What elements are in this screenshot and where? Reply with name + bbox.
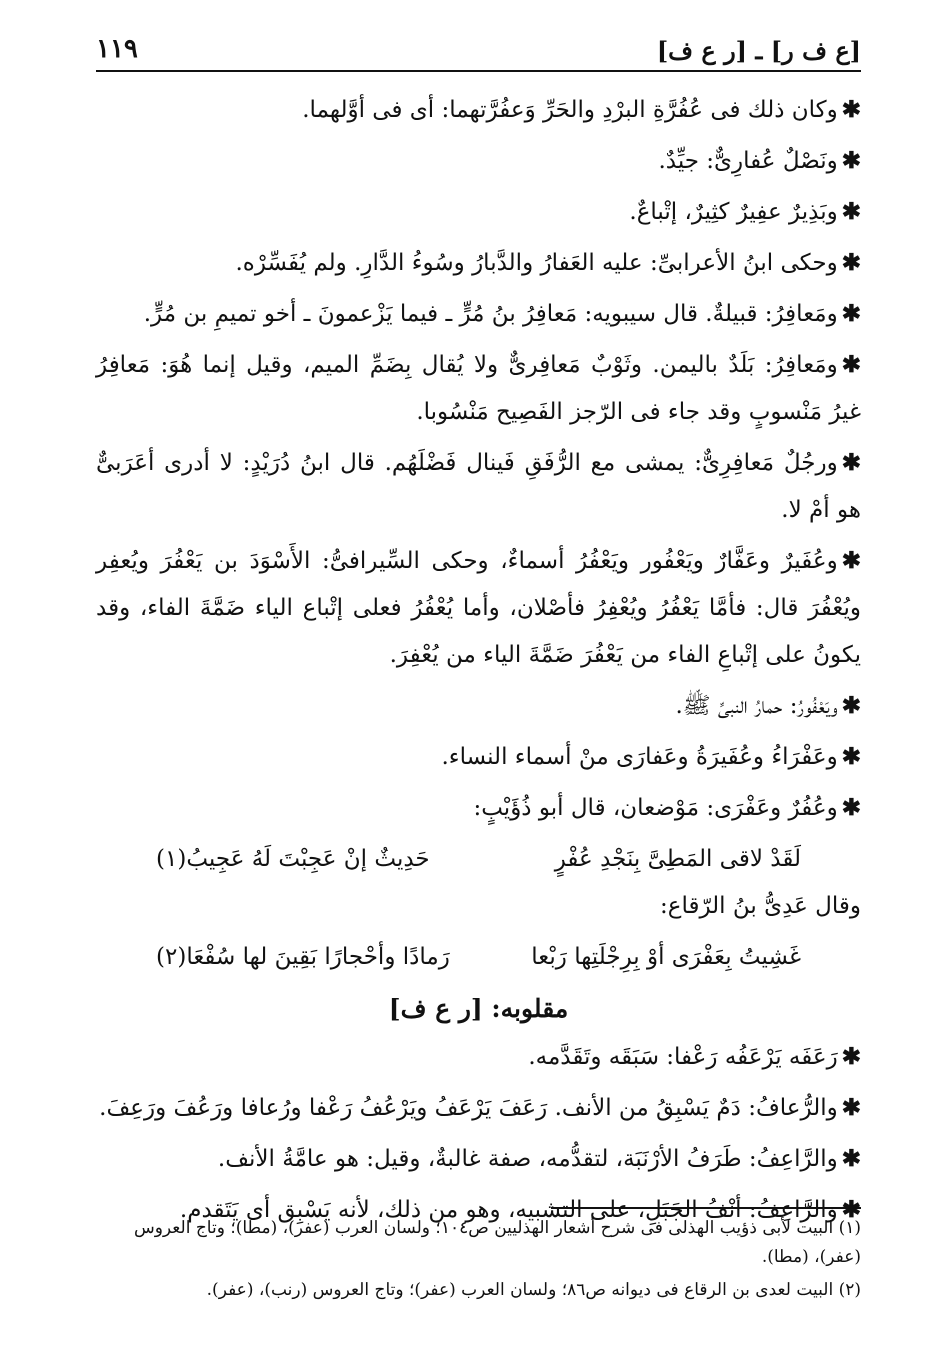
entry-star-icon: ✱ <box>841 249 861 276</box>
entry: ✱والرَّاعِفُ: أنْفُ الجَبَلِ، على التشبيه، وهو من ذلك، لأنه يَسْبِق أى يَتَقدم. <box>179 1196 861 1223</box>
entry: ✱رَعَفَه يَرْعَفُه رَعْفا: سَبَقَه وتَقَدَّمه. <box>528 1043 861 1070</box>
verse-line <box>96 835 861 883</box>
footnote: (١) البيت لأبى ذؤيب الهذلى فى شرح أشعار الهذليين ص١٠٤؛ ولسان العرب (عفر)، (مطا)؛ وتاج العروس (عفر)، (مطا). <box>133 1218 861 1267</box>
entry: ✱ورجُلٌ مَعافِرِىٌّ: يمشى مع الرُّفَقِ فَينال فَضْلَهُم. قال ابنُ دُرَيْدٍ: لا أدرى أعَرَبىٌّ هو أمْ لا. <box>96 449 861 523</box>
entry-star-icon: ✱ <box>841 547 861 574</box>
entry: ✱وحكى ابنُ الأعرابىِّ: عليه العَفارُ والدَّبارُ وسُوءُ الدَّارِ. ولم يُفَسِّرْه. <box>235 249 861 276</box>
running-head: [ع ف ر] ـ [ر ع ف] <box>656 36 861 65</box>
verse-second-hemistich: رَمادًا وأحْجارًا بَقِينَ لها سُفْعَا(٢) <box>156 944 450 970</box>
entry: ✱ومَعافِرُ: بَلَدٌ باليمن. وثَوْبٌ مَعافِرىٌّ ولا يُقال بِضَمِّ الميم، وقيل إنما هُوَ: مَعافِرُ غيرُ مَنْسوبٍ وقد جاء فى الرّجز الفَصِيح مَنْسُوبا. <box>96 351 861 425</box>
verse-first-hemistich: لَقَدْ لاقى المَطِىَّ بِنَجْدِ عُفْرٍ <box>554 846 801 872</box>
entry: ✱والرُّعافُ: دَمٌ يَسْبِقُ من الأنف. رَعَفَ يَرْعَفُ ويَرْعُفُ رَعْفا ورُعافا ورَعُفَ ورَعِفَ. <box>99 1094 861 1121</box>
entry: ✱والرَّاعِفُ: طَرَفُ الأرْنَبَة، لتقدُّمه، صفة غالبةٌ، وقيل: هو عامَّةُ الأنف. <box>217 1145 861 1172</box>
entry: ✱ونَصْلٌ عُفارِىٌّ: جيِّدٌ. <box>658 147 861 174</box>
section-heading: مقلوبه: [ر ع ف] <box>388 994 569 1023</box>
entry: ✱ويَعْفُورُ: حمارُ النبىِّ ﷺ. <box>675 692 861 719</box>
page-header <box>96 30 861 70</box>
entry-star-icon: ✱ <box>841 692 861 719</box>
entry: ✱وبَذِيرٌ عفِيرٌ كثِيرٌ، إتْباعٌ. <box>629 198 861 225</box>
entry: ✱وعُفَيرٌ وعَفَّارٌ ويَعْفُور ويَعْفُرُ أسماءٌ، وحكى السِّيرافىُّ: الأَسْوَدَ بن يَعْفُرَ ويُعفِر ويُعْفُرَ قال: فأمَّا يَعْفُرُ ويُعْفِرُ فأصْلان، وأما يُعْفُرُ فعلى إتْباع الياء ضَمَّةَ الفاء، وقد يكونُ على إتْباعِ الفاء من يَعْفُرَ ضَمَّةَ الياء من يُعْفِرَ. <box>96 547 861 668</box>
entry-star-icon: ✱ <box>841 1043 861 1070</box>
entry-star-icon: ✱ <box>841 300 861 327</box>
entry-star-icon: ✱ <box>841 1145 861 1172</box>
footnote: (٢) البيت لعدى بن الرقاع فى ديوانه ص٨٦؛ ولسان العرب (عفر)؛ وتاج العروس (رنب)، (عفر). <box>206 1280 861 1300</box>
entry-star-icon: ✱ <box>841 794 861 821</box>
main-text <box>96 86 861 1237</box>
entry-star-icon: ✱ <box>841 96 861 123</box>
entry-star-icon: ✱ <box>841 449 861 476</box>
entry: ✱ومَعافِرُ: قبيلةٌ. قال سيبويه: مَعافِرُ بنُ مُرٍّ ـ فيما يَزْعمونَ ـ أخو تميمِ بن مُرٍّ. <box>143 300 861 327</box>
entry: ✱وعَفْرَاءُ وعُفَيرَةُ وعَفارَى منْ أسماء النساء. <box>441 743 861 770</box>
entry-star-icon: ✱ <box>841 1196 861 1223</box>
footnotes <box>96 1214 861 1309</box>
page-number: ١١٩ <box>96 34 138 64</box>
entry-star-icon: ✱ <box>841 198 861 225</box>
verse-second-hemistich: حَدِيثٌ إنْ عَجِبْتَ لَهُ عَجِيبُ(١) <box>156 846 430 872</box>
entry-star-icon: ✱ <box>841 743 861 770</box>
entry: ✱وعُفُرٌ وعَفْرَى: مَوْضعان، قال أبو ذُؤَيْبٍ: <box>473 794 861 821</box>
entry-star-icon: ✱ <box>841 351 861 378</box>
header-rule <box>96 70 861 72</box>
verse-intro: وقال عَدِىُّ بنُ الرّقاع: <box>659 893 861 919</box>
entry-star-icon: ✱ <box>841 147 861 174</box>
entry-star-icon: ✱ <box>841 1094 861 1121</box>
verse-line <box>96 933 861 981</box>
verse-first-hemistich: غَشِيتُ بِعَفْرَى أوْ بِرِجْلَتِها رَبْعا <box>531 944 801 970</box>
footnote-rule <box>551 1207 861 1209</box>
entry: ✱وكان ذلك فى عُفُرَّةِ البرْدِ والحَرِّ وَعفُرَّتهما: أى فى أوَّلهما. <box>302 96 861 123</box>
